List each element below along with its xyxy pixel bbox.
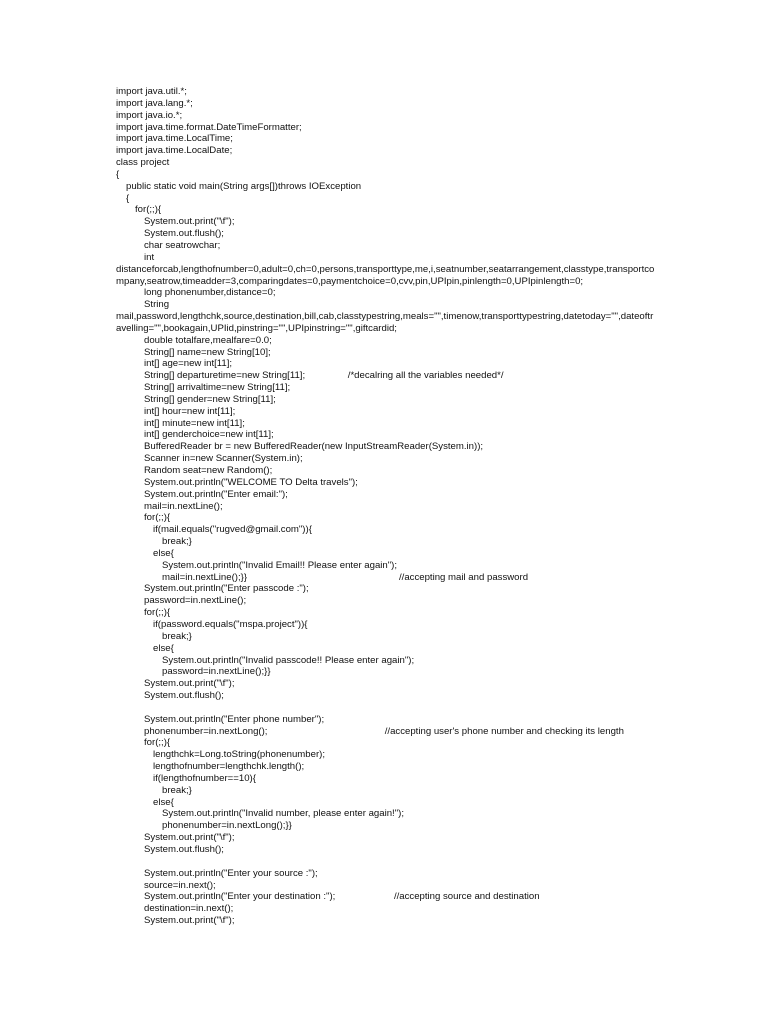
code-line: { bbox=[126, 192, 130, 204]
code-line: class project bbox=[116, 157, 170, 169]
code-line: int[] hour=new int[11]; bbox=[144, 405, 236, 417]
code-line: char seatrowchar; bbox=[144, 239, 221, 251]
code-line: else{ bbox=[153, 642, 174, 654]
code-line: phonenumber=in.nextLong();}} bbox=[162, 820, 292, 832]
code-line: public static void main(String args[])throws IOException bbox=[126, 180, 362, 192]
code-line: password=in.nextLine();}} bbox=[162, 666, 271, 678]
code-line: System.out.flush(); bbox=[144, 228, 224, 240]
code-line: System.out.println("Enter email:"); bbox=[144, 488, 288, 500]
code-line: password=in.nextLine(); bbox=[144, 595, 247, 607]
code-line: System.out.println("Enter phone number"); bbox=[144, 713, 325, 725]
code-line: break;} bbox=[162, 784, 192, 796]
code-line: System.out.flush(); bbox=[144, 844, 224, 855]
code-line: long phonenumber,distance=0; bbox=[144, 287, 276, 299]
code-line: mail,password,lengthchk,source,destination,bill,cab,classtypestring,meals="",timenow,transporttypestring,datetoday="",dateoftravelling="",bookagain,UPIid,pinstring="",UPIpinstring="",giftcardid; bbox=[116, 311, 654, 334]
code-line: System.out.println("Enter your destination :"); //accepting source and destination bbox=[144, 891, 540, 903]
code-line: source=in.next(); bbox=[144, 879, 216, 891]
code-line: Scanner in=new Scanner(System.in); bbox=[144, 453, 303, 465]
code-line: lengthchk=Long.toString(phonenumber); bbox=[153, 749, 326, 761]
code-line: for(;;){ bbox=[144, 512, 171, 524]
code-line: System.out.println("WELCOME TO Delta travels"); bbox=[144, 476, 358, 488]
code-line: import java.io.*; bbox=[116, 109, 183, 121]
code-line: int[] minute=new int[11]; bbox=[144, 417, 245, 429]
code-line: import java.lang.*; bbox=[116, 97, 193, 109]
code-line: System.out.println("Enter your source :"); bbox=[144, 867, 318, 879]
code-line: if(lengthofnumber==10){ bbox=[153, 772, 256, 784]
document-page bbox=[116, 86, 656, 927]
code-line: import java.time.LocalTime; bbox=[116, 133, 233, 145]
code-line: System.out.println("Enter passcode :"); bbox=[144, 583, 309, 595]
code-line: import java.time.LocalDate; bbox=[116, 145, 233, 157]
code-line: System.out.flush(); bbox=[144, 690, 224, 702]
code-line: break;} bbox=[162, 630, 192, 642]
code-line: String[] name=new String[10]; bbox=[144, 346, 271, 358]
code-line: if(mail.equals("rugved@gmail.com")){ bbox=[153, 524, 312, 536]
code-line: String[] departuretime=new String[11]; /*decalring all the variables needed*/ bbox=[144, 370, 504, 382]
code-line: else{ bbox=[153, 547, 174, 559]
code-line: int[] age=new int[11]; bbox=[144, 358, 233, 370]
code-line: BufferedReader br = new BufferedReader(new InputStreamReader(System.in)); bbox=[144, 441, 484, 453]
code-line: mail=in.nextLine();}} //accepting mail and password bbox=[162, 571, 529, 583]
code-line: else{ bbox=[153, 796, 174, 808]
code-line: System.out.print("\f"); bbox=[144, 216, 235, 228]
code-line: System.out.print("\f"); bbox=[144, 832, 235, 844]
code-line bbox=[116, 702, 656, 714]
code-line: System.out.print("\f"); bbox=[144, 915, 235, 927]
code-line: for(;;){ bbox=[144, 737, 171, 749]
code-line: int[] genderchoice=new int[11]; bbox=[144, 429, 274, 441]
code-line: Random seat=new Random(); bbox=[144, 465, 273, 476]
code-line: mail=in.nextLine(); bbox=[144, 500, 223, 512]
code-line: System.out.println("Invalid number, please enter again!"); bbox=[162, 808, 404, 820]
code-line: String bbox=[144, 299, 170, 311]
code-line: lengthofnumber=lengthchk.length(); bbox=[153, 761, 305, 773]
code-line: import java.util.*; bbox=[116, 86, 187, 97]
code-line: for(;;){ bbox=[144, 607, 171, 619]
code-line: System.out.println("Invalid Email!! Please enter again"); bbox=[162, 559, 398, 571]
code-line: String[] arrivaltime=new String[11]; bbox=[144, 382, 291, 394]
code-line: { bbox=[116, 168, 120, 180]
code-line: if(password.equals("mspa.project")){ bbox=[153, 618, 308, 630]
code-line: phonenumber=in.nextLong(); //accepting user's phone number and checking its length bbox=[144, 725, 624, 737]
code-line: double totalfare,mealfare=0.0; bbox=[144, 334, 272, 346]
code-line: for(;;){ bbox=[135, 204, 162, 216]
code-line bbox=[116, 856, 656, 868]
code-line: int bbox=[144, 251, 155, 263]
code-line: String[] gender=new String[11]; bbox=[144, 393, 276, 405]
code-line: distanceforcab,lengthofnumber=0,adult=0,ch=0,persons,transporttype,me,i,seatnumber,seatarrangement,classtype,transportcompany,seatrow,timeadder=3,comparingdates=0,paymentchoice=0,cvv,pin,UPIpin,pinlength=0,UPIpinlength=0; bbox=[116, 263, 655, 287]
code-line: break;} bbox=[162, 536, 192, 548]
code-line: System.out.println("Invalid passcode!! Please enter again"); bbox=[162, 654, 415, 666]
code-line: destination=in.next(); bbox=[144, 903, 234, 915]
code-line: import java.time.format.DateTimeFormatter; bbox=[116, 121, 302, 133]
code-line: System.out.print("\f"); bbox=[144, 678, 235, 690]
